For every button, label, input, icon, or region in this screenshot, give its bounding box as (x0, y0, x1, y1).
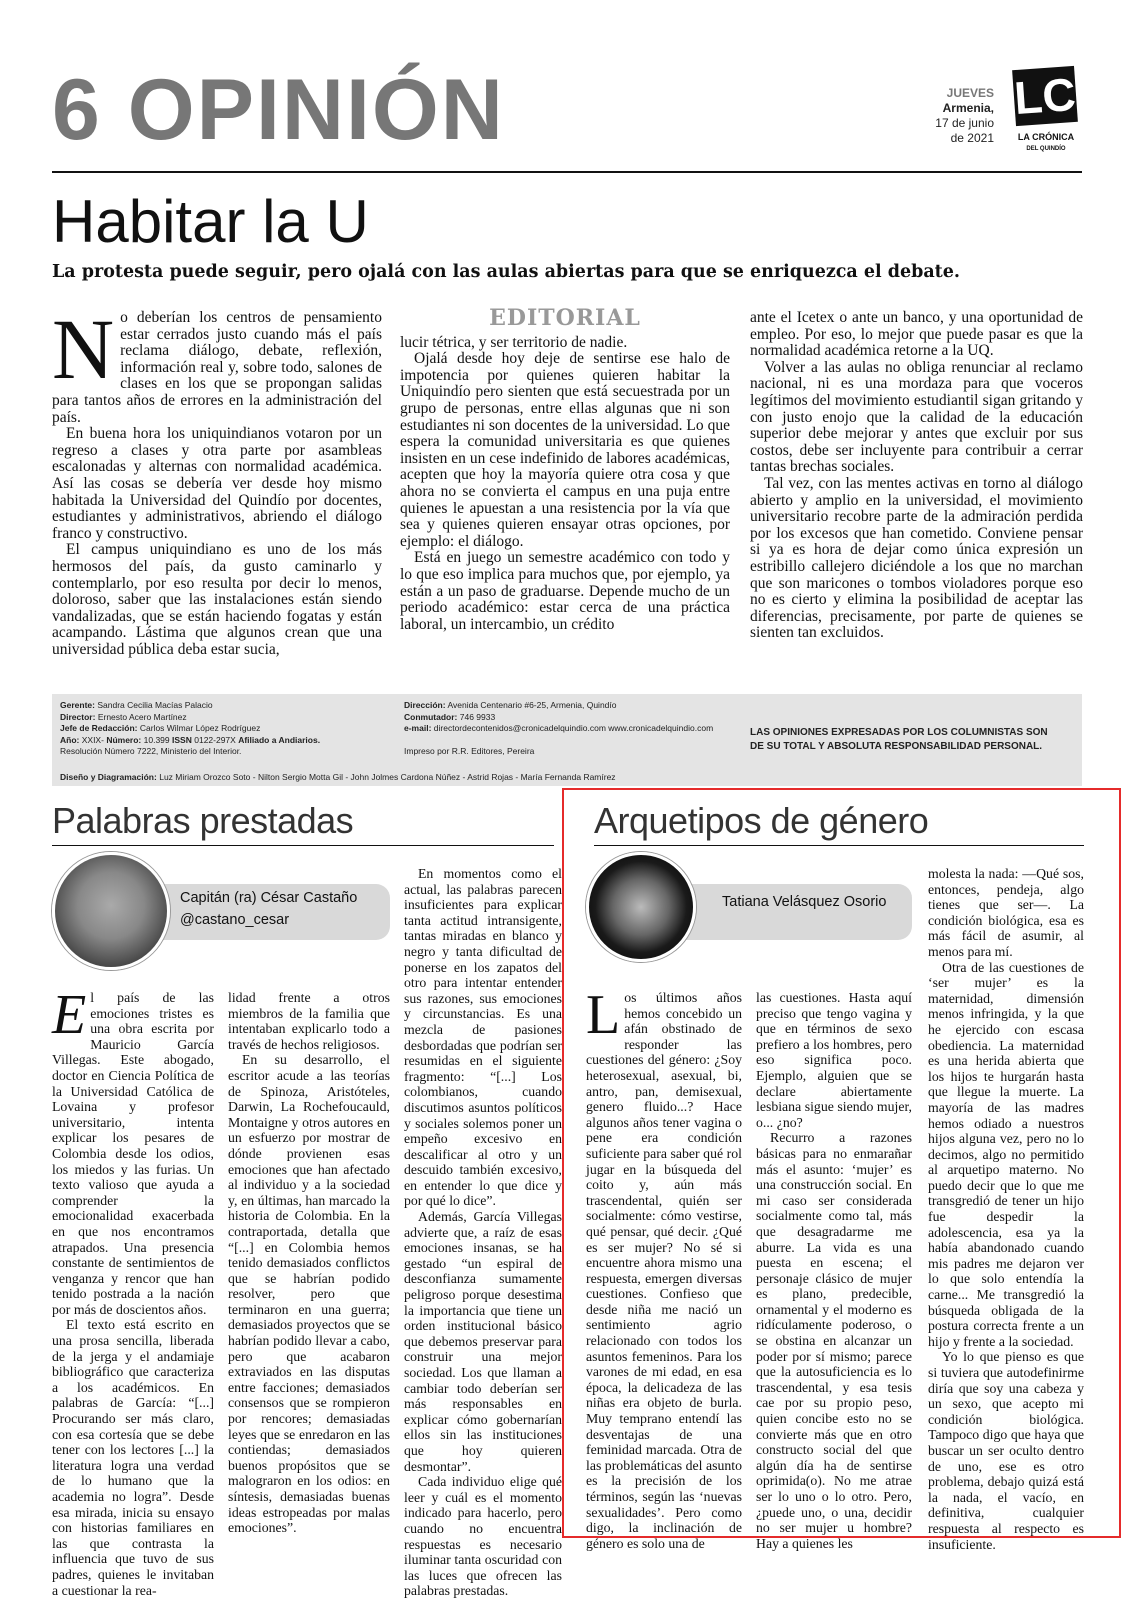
palabras-column-3 (404, 866, 562, 1599)
direccion-label: Dirección: (404, 700, 446, 710)
author-handle: @castano_cesar (180, 912, 290, 928)
staff-left (60, 700, 400, 758)
column-paragraph: El texto está escrito en una prosa sencilla, liberada de la jerga y el andamiaje bibliográfico que caracteriza a los académicos. En palabras de García: “[...] Procurando ser más claro, con esa cortesía que se debe tener con los lectores [...] la literatura logra una verdad de lo humano que la academia no logra”. Desde esa mirada, inicia su ensayo con historias familiares en las que contrasta la influencia que tuvo de sus padres, quienes le invitaban a cuestionar la rea- (52, 1317, 214, 1598)
conmutador-label: Conmutador: (404, 711, 458, 722)
editorial-paragraph: En buena hora los uniquindianos votaron por un regreso a clases y otra parte por asambleas escalonadas y alternas con normalidad académica. Así las cosas se debería ver desde hoy mismo habitada la Universidad del Quindío por docentes, estudiantes y administrativos, abriendo el diálogo franco y constructivo. (52, 425, 382, 542)
editorial-label: EDITORIAL (489, 305, 641, 331)
editorial-paragraph: Ojalá desde hoy deje de sentirse ese halo de impotencia por quienes quieren habitar la Uniquindío pero sienten que está secuestrada por un grupo de personas, entre ellas algunas que ni son estudiantes ni son docentes de la universidad. Lo que espera la comunidad universitaria es que quienes insisten en un cese indefinido de labores académicas, acepten que hoy la mayoría quiere otra cosa y que ahora no se convierta el campus en una puja entre quienes le apuestan a una resistencia por la vía que sea y quienes quieren ensayar otras opciones, por ejemplo: el diálogo. (400, 350, 730, 550)
paragraph-text: l país de las emociones tristes es una obra escrita por Mauricio García Villegas. Este abogado, doctor en Ciencia Política de la Universidad Católica de Lovaina y profesor universitario, intenta explicar los pesares de Colombia desde los odios, los miedos y las furias. Un texto valioso que ayuda a comprender la emocionalidad exacerbada en que nos encontramos atrapados. Una presencia constante de sentimientos de venganza y rencor que han tenido postrada a la nación por más de doscientos años. (52, 990, 214, 1317)
director-label: Director: (60, 711, 96, 722)
highlight-box (562, 788, 1121, 1538)
column-paragraph: Además, García Villegas advierte que, a raíz de esas emociones insanas, se ha gestado “un espiral de desconfianza sumamente peligroso porque desestima la importancia que tiene un orden institucional básico que debemos preservar para construir una mejor sociedad. Los que llaman a cambiar todo deberían ser más responsables en explicar cómo gobernarían ellos sin las instituciones que hoy quieren desmontar”. (404, 1209, 562, 1474)
email-value[interactable]: directordecontenidos@cronicadelquindio.com www.cronicadelquindio.com (433, 723, 714, 734)
date-line-1: 17 de junio (935, 116, 994, 130)
gerente-label: Gerente: (60, 700, 95, 710)
author-name: Tatiana Velásquez Osorio (722, 894, 887, 910)
column-paragraph: Otra de las cuestiones de ‘ser mujer’ es la maternidad, dimensión menos infringida, y la que he ejercido con escasa obediencia. La maternidad es una herida abierta que los hijos te hurgarán hasta que llegue la muerte. La mayoría de las madres hemos odiado a nuestros hijos alguna vez, pero no lo decimos, algo no permitido al arquetipo materno. No puedo decir que lo que me transgredió de tener un hijo fue despedir la adolescencia, esa ya la había abandonado cuando mis padres me dejaron ver lo que solo entendía la carne... Me transgredió la búsqueda obligada de la postura correcta frente a un hijo y frente a la sociedad. (928, 959, 1084, 1349)
logo-letters: LC (1012, 66, 1078, 126)
column-paragraph: Yo lo que pienso es que si tuviera que autodefinirme diría que soy una cabeza y un sexo, que acepto mi condición biológica. Tampoco digo que haya que buscar un ser oculto dentro de uno, ese es otro problema, debajo quizá está la nada, el vacío, en definitiva, cualquier respuesta al respecto es insuficiente. (928, 1349, 1084, 1552)
editorial-deck: La protesta puede seguir, pero ojalá con las aulas abiertas para que se enriquezca el debate. (52, 262, 960, 282)
editorial-paragraph (52, 301, 382, 426)
editorial-column-3 (750, 310, 1083, 642)
palabras-column-1 (52, 984, 214, 1598)
editorial-paragraph: ante el Icetex o ante un banco, y una oportunidad de empleo. Por eso, lo mejor que puede pasar es que la normalidad académica retorne a la UQ. (750, 309, 1083, 360)
afiliado: Afiliado a Andiarios. (238, 734, 321, 745)
anio-value: XXIX- (81, 734, 104, 745)
jefe-value: Carlos Wilmar López Rodríguez (139, 723, 261, 734)
column-paragraph: las cuestiones. Hasta aquí preciso que tengo vagina y que en términos de sexo prefiero a los hombres, pero eso significa poco. Ejemplo, alguien que se declare abiertamente lesbiana sigue siendo mujer, o... ¿no? (756, 990, 912, 1130)
email-label: e-mail: (404, 723, 432, 734)
column-paragraph: Cada individuo elige qué leer y cuál es el momento indicado para hacerlo, pero cuando no encuentra respuestas es necesario iluminar tanta oscuridad con las luces que ofrecen las palabras prestadas. (404, 1474, 562, 1599)
editorial-paragraph: Volver a las aulas no obliga renunciar al reclamo nacional, ni es una mordaza para que voceros legítimos del movimiento estudiantil sigan gritando y con justo enojo que la calidad de la educación superior debe mejorar y antes que excluir por sus costos, debe ser incluyente para contribuir a cerrar tantas brechas sociales. (750, 358, 1083, 476)
date-block (935, 86, 994, 146)
column-paragraph: lidad frente a otros miembros de la familia que intentaban explicarlo todo a través de hechos religiosos. (228, 990, 390, 1052)
column-paragraph: En su desarrollo, el escritor acude a las teorías de Spinoza, Aristóteles, Darwin, La Rochefoucauld, Montaigne y otros autores en un esfuerzo por mostrar de dónde provienen esas emociones que han afectado al individuo y a la sociedad y, en últimas, han marcado la historia de Colombia. En la contraportada, detalla que “[...] en Colombia hemos tenido demasiados conflictos que se habrían podido resolver, pero que terminaron en una guerra; demasiados proyectos que se habrían podido llevar a cabo, pero que acabaron extraviados en las disputas entre facciones; demasiados consensos que se rompieron por rencores; demasiadas leyes que se enredaron en las contiendas; demasiados buenos propósitos que se malograron en los odios: en síntesis, demasiadas buenas ideas estropeadas por malas emociones”. (228, 1052, 390, 1536)
staff-box (52, 694, 1082, 786)
editorial-headline: Habitar la U (52, 188, 369, 255)
city: Armenia, (942, 101, 994, 115)
diseno-value: Luz Miriam Orozco Soto - Nilton Sergio Motta Gil - John Jolmes Cardona Núñez - Astrid Rojas - María Fernanda Ramírez (159, 772, 616, 782)
editorial-paragraph: El campus uniquindiano es uno de los más hermosos del país, da gusto caminarlo y contemplarlo, por eso resulta por decir lo menos, doloroso, saber que las instalaciones están siendo vandalizadas, que se están haciendo fogatas y están acampando. Lástima que algunos crean que una universidad pública deba estar sucia, (52, 541, 382, 658)
jefe-label: Jefe de Redacción: (60, 723, 138, 734)
drop-cap: N (52, 301, 115, 397)
drop-cap: L (586, 984, 621, 1046)
director-value: Ernesto Acero Martínez (97, 711, 187, 722)
editorial-column-2 (400, 305, 730, 633)
editorial-paragraph: Tal vez, con las mentes activas en torno al diálogo abierto y amplio en la universidad, el movimiento universitario recobre parte de la admiración perdida por los excesos que han cometido. Conviene pensar si ya es hora de dejar como única expresión un estribillo callejero diciéndole a los que no marchan que son maricones o tombos violadores porque eso no es cierto y elimina la posibilidad de aceptar las diferencias, precisamente, por parte de quienes se sienten tan excluidos. (750, 474, 1083, 642)
logo-sub-text: DEL QUINDÍO (1026, 146, 1066, 152)
numero-value: 10.399 (143, 734, 170, 745)
editorial-paragraph: Está en juego un semestre académico con todo y lo que eso implica para muchos que, por ejemplo, ya están a un paso de graduarse. Depende mucho de un periodo académico: estar cerca de una práctica laboral, un intercambio, un crédito (400, 549, 730, 633)
logo-name-text: LA CRÓNICA (1017, 132, 1075, 142)
column-title-arquetipos: Arquetipos de género (594, 800, 929, 841)
issn-value: 0122-297X (194, 734, 236, 745)
column-paragraph: Recurro a razones básicas para no enmarañar más el asunto: ‘mujer’ es una construcción social. En mi caso ser considerada socialmente como tal, más que desagradarme me aburre. La vida es una puesta en escena; el personaje clásico de mujer es plano, predecible, ornamental y el moderno es ridículamente poderoso, o se obstina en alcanzar un poder por sí mismo; parece que la autosuficiencia es lo trascendental, y esa tesis cae por su propio peso, quien concibe esto no se convierte más que en otro constructo social del que algún día ha de sentirse oprimida(o). No me atrae ser lo uno o lo otro. Pero, ¿puede uno, o una, decidir no ser mujer u hombre? Hay a quienes les (756, 1130, 912, 1551)
paragraph-text: os últimos años hemos concebido un afán obstinado de responder las cuestiones del género: ¿Soy heterosexual, asexual, bi, antro, pan, demisexual, genero fluido...? Hace algunos años tener vagina o pene era condición suficiente para saber qué rol jugar en la búsqueda del coito y, aún más trascendental, quién ser socialmente: cómo vestirse, qué pensar, qué decir. ¿Qué es ser mujer? No sé si encuentre ahora mismo una respuesta, emergen diversas cuestiones. Confieso que desde niña me nació un sentimiento agrio relacionado con todos los asuntos femeninos. Para los varones de mi edad, en esa época, la delicadeza de las niñas era objeto de burla. Muy temprano entendí las desventajas de una feminidad marcada. Otra de las problemáticas del asunto es la precisión de los términos, según las ‘nuevas sexualidades’. Pero como digo, la inclinación de género es solo una de (586, 990, 742, 1551)
staff-middle (404, 700, 734, 758)
gerente-value: Sandra Cecilia Macías Palacio (97, 700, 213, 710)
conmutador-value: 746 9933 (459, 711, 496, 722)
column-paragraph (52, 984, 214, 1317)
impreso: Impreso por R.R. Editores, Pereira (404, 746, 535, 757)
editorial-paragraph: lucir tétrica, y ser territorio de nadie. (400, 333, 628, 351)
column-paragraph: molesta la nada: —Qué sos, entonces, pendeja, algo tienes que ser—. La condición biológica, esa es más fácil de asumir, al menos para mí. (928, 866, 1084, 959)
newspaper-logo (1010, 68, 1082, 156)
column-paragraph: En momentos como el actual, las palabras parecen insuficientes para explicar tanta actitud intransigente, tantas miradas en blanco y negro y tanta dificultad de ponerse en los zapatos del otro para intentar entender sus razones, sus emociones y circunstancias. Es una mezcla de pasiones desbordadas que podrían ser resumidas en el siguiente fragmento: “[...] Los colombianos, cuando discutimos asuntos políticos y sociales solemos poner un empeño excesivo en descalificar al otro y un descuido también excesivo, en entender lo que dice y por qué lo dice”. (404, 866, 562, 1209)
author-name: Capitán (ra) César Castaño (180, 890, 358, 906)
masthead-divider (52, 171, 1082, 173)
resolucion: Resolución Número 7222, Ministerio del Interior. (60, 746, 242, 757)
date-line-2: de 2021 (950, 131, 994, 145)
design-credits (60, 772, 616, 784)
column-title-palabras: Palabras prestadas (52, 800, 354, 841)
numero-label: Número: (106, 734, 142, 745)
logo-name (1010, 132, 1082, 154)
diseno-label: Diseño y Diagramación: (60, 772, 157, 782)
editorial-column-1 (52, 301, 382, 658)
title-divider (52, 845, 554, 846)
anio-label: Año: (60, 734, 80, 745)
section-title: 6 OPINIÓN (52, 62, 505, 158)
direccion-value: Avenida Centenario #6-25, Armenia, Quindío (447, 700, 617, 710)
drop-cap: E (52, 984, 87, 1046)
paragraph-text: o deberían los centros de pensamiento estar cerrados justo cuando más el país reclama diálogo, debate, reflexión, información real y, sobre todo, salones de clases en los que se propongan salidas para tantos años de errores en la administración del país. (52, 309, 382, 426)
masthead (52, 60, 1082, 172)
issn-label: ISSN (172, 734, 192, 745)
weekday: JUEVES (946, 86, 994, 100)
opinion-disclaimer: LAS OPINIONES EXPRESADAS POR LOS COLUMNISTAS SON DE SU TOTAL Y ABSOLUTA RESPONSABILIDAD PERSONAL. (750, 727, 1048, 752)
palabras-column-2 (228, 990, 390, 1536)
author-photo (52, 852, 170, 970)
